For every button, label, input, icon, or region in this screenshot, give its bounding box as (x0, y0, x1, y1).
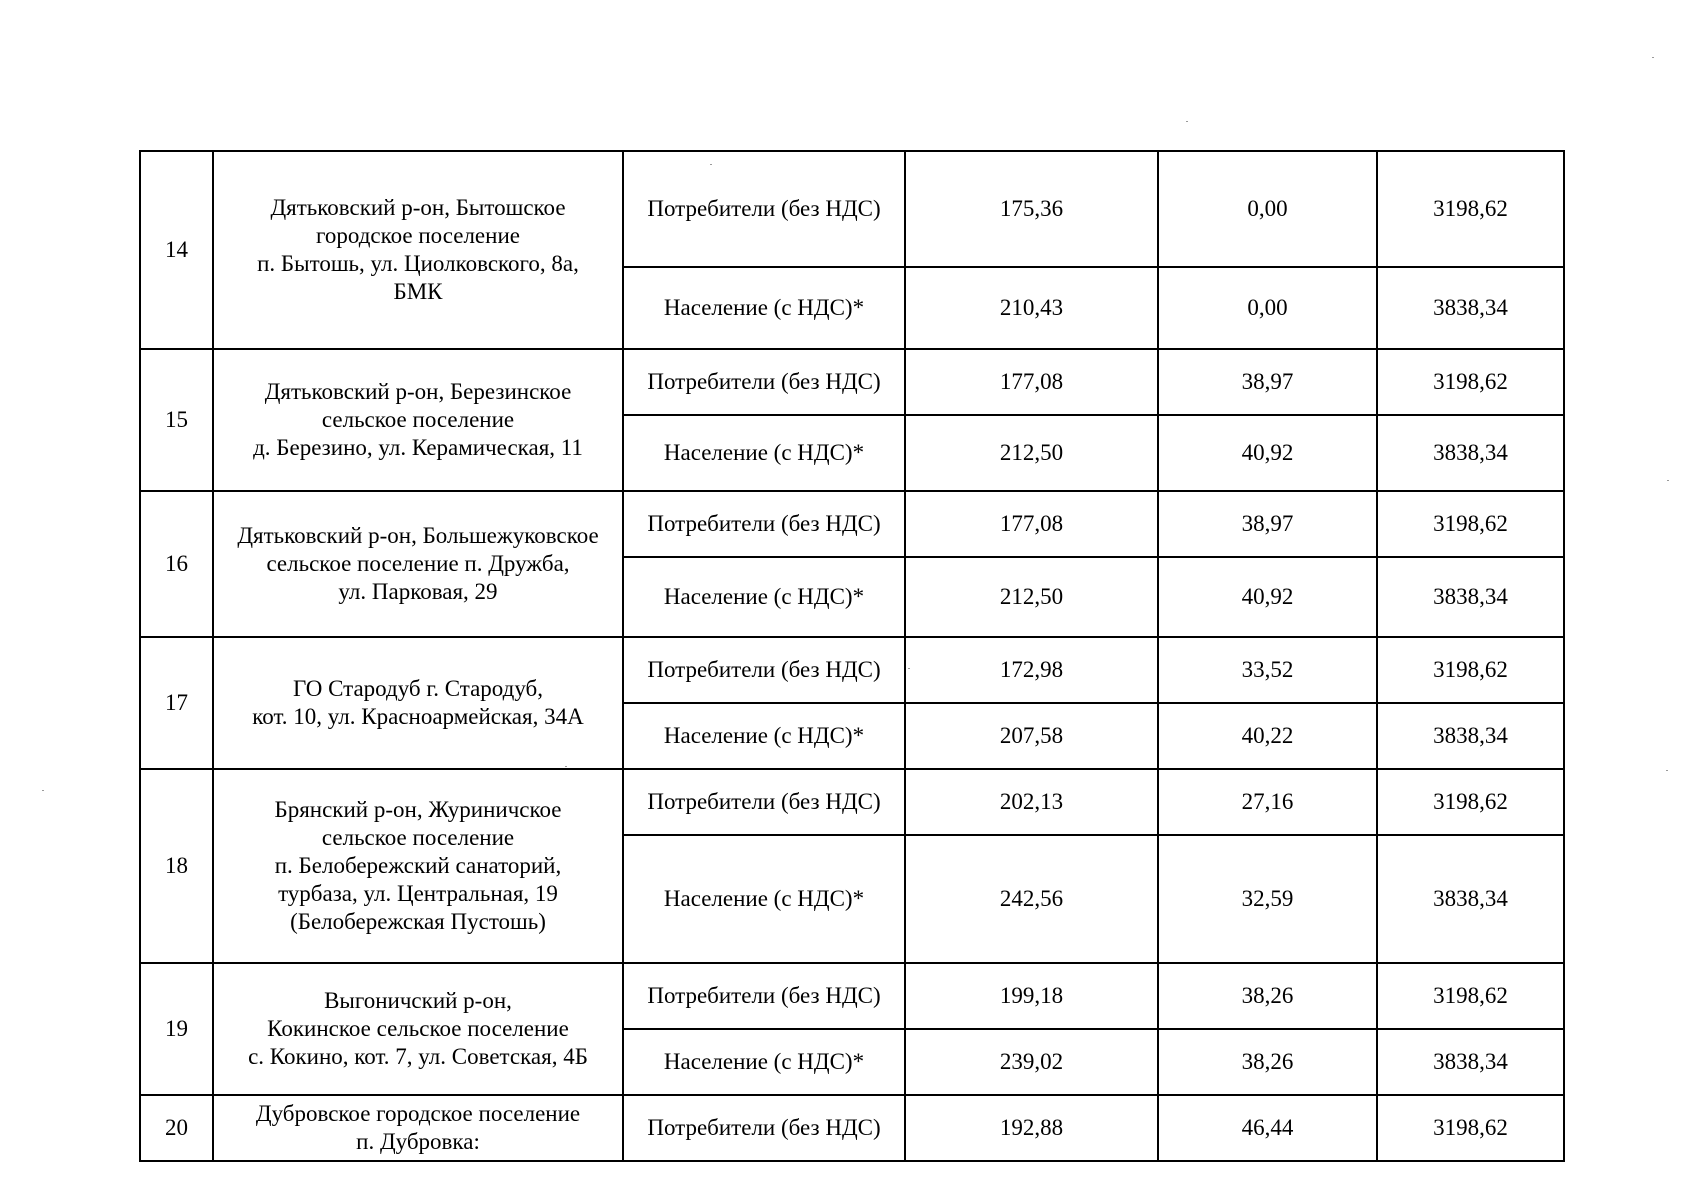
row-number-cell: 16 (140, 491, 213, 637)
tariff-value-cell: 33,52 (1158, 637, 1377, 703)
scan-speck (42, 790, 44, 791)
table-row (140, 637, 1564, 703)
address-cell (213, 769, 623, 963)
tariff-value-cell: 40,92 (1158, 415, 1377, 491)
tariff-table (139, 150, 1565, 1162)
tariff-value-cell: 3838,34 (1377, 1029, 1564, 1095)
address-line: сельское поселение п. Дружба, (266, 551, 570, 576)
address-cell (213, 349, 623, 491)
tariff-value-cell: 0,00 (1158, 267, 1377, 349)
tariff-value-cell: 3198,62 (1377, 1095, 1564, 1161)
scan-speck (908, 668, 910, 669)
consumer-category-cell: Население (с НДС)* (623, 835, 905, 963)
scan-speck (1666, 770, 1668, 771)
tariff-value-cell: 3838,34 (1377, 557, 1564, 637)
row-number-cell: 18 (140, 769, 213, 963)
address-line: Выгоничский р-он, (324, 988, 512, 1013)
tariff-value-cell: 46,44 (1158, 1095, 1377, 1161)
consumer-category-cell: Потребители (без НДС) (623, 349, 905, 415)
tariff-value-cell: 175,36 (905, 151, 1158, 267)
tariff-value-cell: 177,08 (905, 491, 1158, 557)
tariff-value-cell: 27,16 (1158, 769, 1377, 835)
consumer-category-cell: Население (с НДС)* (623, 557, 905, 637)
tariff-value-cell: 38,97 (1158, 491, 1377, 557)
tariff-value-cell: 3198,62 (1377, 769, 1564, 835)
tariff-value-cell: 3198,62 (1377, 637, 1564, 703)
tariff-value-cell: 242,56 (905, 835, 1158, 963)
address-line: Дятьковский р-он, Березинское (264, 379, 572, 404)
address-line: Дятьковский р-он, Большежуковское (237, 523, 599, 548)
consumer-category-cell: Население (с НДС)* (623, 267, 905, 349)
address-line: сельское поселение (321, 825, 515, 850)
address-line: с. Кокино, кот. 7, ул. Советская, 4Б (248, 1044, 588, 1069)
tariff-table-body (140, 151, 1564, 1161)
address-line: (Белобережская Пустошь) (290, 909, 546, 934)
consumer-category-cell: Население (с НДС)* (623, 703, 905, 769)
tariff-value-cell: 177,08 (905, 349, 1158, 415)
table-row (140, 963, 1564, 1029)
address-line: д. Березино, ул. Керамическая, 11 (253, 435, 583, 460)
address-cell (213, 151, 623, 349)
address-line: п. Белобережский санаторий, (274, 853, 562, 878)
tariff-value-cell: 239,02 (905, 1029, 1158, 1095)
address-line: п. Дубровка: (356, 1129, 480, 1154)
table-row (140, 1095, 1564, 1161)
tariff-value-cell: 172,98 (905, 637, 1158, 703)
consumer-category-cell: Потребители (без НДС) (623, 637, 905, 703)
scan-speck (710, 164, 712, 165)
tariff-value-cell: 192,88 (905, 1095, 1158, 1161)
address-line: кот. 10, ул. Красноармейская, 34А (252, 704, 584, 729)
tariff-value-cell: 3838,34 (1377, 415, 1564, 491)
tariff-value-cell: 32,59 (1158, 835, 1377, 963)
tariff-value-cell: 3838,34 (1377, 267, 1564, 349)
address-line: турбаза, ул. Центральная, 19 (278, 881, 558, 906)
tariff-value-cell: 210,43 (905, 267, 1158, 349)
tariff-value-cell: 0,00 (1158, 151, 1377, 267)
tariff-value-cell: 40,22 (1158, 703, 1377, 769)
address-line: Дятьковский р-он, Бытошское (270, 195, 566, 220)
table-row (140, 151, 1564, 267)
consumer-category-cell: Потребители (без НДС) (623, 491, 905, 557)
row-number-cell: 17 (140, 637, 213, 769)
tariff-value-cell: 40,92 (1158, 557, 1377, 637)
row-number-cell: 15 (140, 349, 213, 491)
address-line: Дубровское городское поселение (255, 1101, 581, 1126)
consumer-category-cell: Потребители (без НДС) (623, 151, 905, 267)
address-cell (213, 963, 623, 1095)
tariff-value-cell: 3198,62 (1377, 151, 1564, 267)
tariff-value-cell: 38,97 (1158, 349, 1377, 415)
scan-speck (565, 766, 567, 767)
tariff-value-cell: 207,58 (905, 703, 1158, 769)
scan-speck (1186, 121, 1188, 122)
tariff-value-cell: 38,26 (1158, 963, 1377, 1029)
tariff-value-cell: 3198,62 (1377, 349, 1564, 415)
address-line: ГО Стародуб г. Стародуб, (293, 676, 543, 701)
row-number-cell: 19 (140, 963, 213, 1095)
address-line: ул. Парковая, 29 (338, 579, 498, 604)
tariff-value-cell: 202,13 (905, 769, 1158, 835)
scan-speck (1667, 480, 1669, 481)
tariff-value-cell: 3838,34 (1377, 835, 1564, 963)
tariff-value-cell: 212,50 (905, 415, 1158, 491)
address-line: Брянский р-он, Журиничское (274, 797, 562, 822)
address-cell (213, 637, 623, 769)
address-line: п. Бытошь, ул. Циолковского, 8а, (257, 251, 579, 276)
address-line: сельское поселение (321, 407, 515, 432)
tariff-value-cell: 212,50 (905, 557, 1158, 637)
tariff-value-cell: 199,18 (905, 963, 1158, 1029)
consumer-category-cell: Потребители (без НДС) (623, 963, 905, 1029)
table-row (140, 769, 1564, 835)
consumer-category-cell: Население (с НДС)* (623, 1029, 905, 1095)
address-line: БМК (393, 279, 443, 304)
consumer-category-cell: Население (с НДС)* (623, 415, 905, 491)
address-line: городское поселение (316, 223, 520, 248)
table-row (140, 349, 1564, 415)
consumer-category-cell: Потребители (без НДС) (623, 1095, 905, 1161)
scan-speck (1652, 57, 1654, 58)
tariff-value-cell: 3198,62 (1377, 491, 1564, 557)
address-cell (213, 491, 623, 637)
tariff-value-cell: 3838,34 (1377, 703, 1564, 769)
consumer-category-cell: Потребители (без НДС) (623, 769, 905, 835)
address-cell (213, 1095, 623, 1161)
address-line: Кокинское сельское поселение (267, 1016, 569, 1041)
table-row (140, 491, 1564, 557)
tariff-value-cell: 3198,62 (1377, 963, 1564, 1029)
row-number-cell: 20 (140, 1095, 213, 1161)
row-number-cell: 14 (140, 151, 213, 349)
tariff-value-cell: 38,26 (1158, 1029, 1377, 1095)
